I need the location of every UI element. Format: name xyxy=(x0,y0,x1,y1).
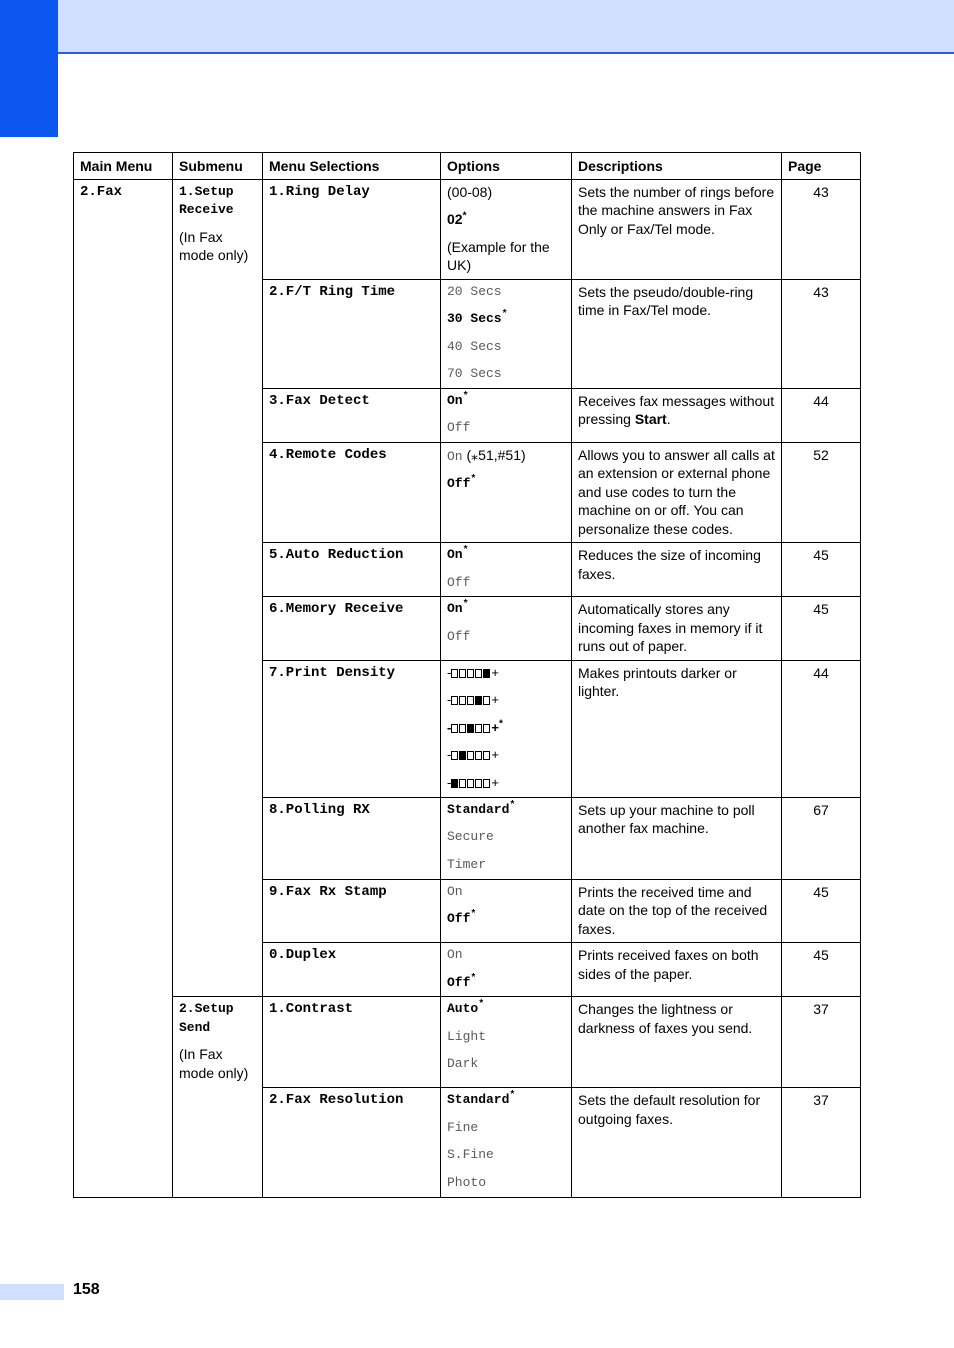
default-marker: * xyxy=(501,309,508,321)
option-item xyxy=(447,238,565,274)
description-cell xyxy=(572,279,782,388)
description-text: Sets the default resolution for outgoing faxes. xyxy=(578,1092,761,1127)
option-text: On xyxy=(447,947,463,962)
option-item xyxy=(447,1091,565,1109)
description-cell xyxy=(572,179,782,279)
option-text: S.Fine xyxy=(447,1147,494,1162)
page-ref: 45 xyxy=(813,947,829,963)
density-square xyxy=(451,669,458,678)
menu-selection-label: 9.Fax Rx Stamp xyxy=(269,883,387,900)
page-ref: 43 xyxy=(813,183,829,200)
page-ref: 52 xyxy=(813,446,829,463)
description-cell xyxy=(572,997,782,1088)
density-square xyxy=(467,779,474,788)
description-text: Reduces the size of incoming faxes. xyxy=(578,547,761,582)
options-cell xyxy=(441,388,572,442)
option-text: Standard xyxy=(447,1092,510,1107)
density-square-filled xyxy=(475,696,482,705)
page-ref-cell xyxy=(782,797,861,879)
default-marker: * xyxy=(462,599,469,611)
option-item xyxy=(447,338,565,356)
description-cell xyxy=(572,797,782,879)
option-item xyxy=(447,475,565,493)
option-item xyxy=(447,600,565,618)
page-ref-cell xyxy=(782,597,861,661)
density-square xyxy=(451,696,458,705)
header-main-menu: Main Menu xyxy=(74,153,173,180)
options-cell xyxy=(441,879,572,943)
menu-selection-cell xyxy=(263,879,441,943)
submenu-cell xyxy=(173,179,263,997)
option-text: Timer xyxy=(447,856,487,872)
description-button-name: Start xyxy=(634,411,667,427)
description-text: Automatically stores any incoming faxes in memory if it runs out of paper. xyxy=(578,601,763,654)
description-text: Sets the number of rings before the machine answers in Fax Only or Fax/Tel mode. xyxy=(578,183,775,237)
submenu-name: 1.Setup Receive xyxy=(179,183,234,217)
menu-table xyxy=(73,152,861,1198)
density-square xyxy=(459,669,466,678)
density-square-filled xyxy=(451,779,458,788)
default-marker: * xyxy=(470,909,477,921)
option-text: 70 Secs xyxy=(447,366,502,381)
options-cell xyxy=(441,597,572,661)
description-cell xyxy=(572,442,782,543)
description-text: Prints the received time and date on the top of the received faxes. xyxy=(578,883,768,937)
page-ref: 45 xyxy=(813,547,829,563)
default-marker: * xyxy=(478,999,485,1011)
table-row xyxy=(74,179,861,279)
option-item xyxy=(447,210,565,228)
density-square xyxy=(459,779,466,788)
default-marker: * xyxy=(509,1090,516,1102)
option-text: Off xyxy=(447,476,471,491)
table-row xyxy=(74,997,861,1088)
density-square xyxy=(475,779,482,788)
menu-selection-cell xyxy=(263,660,441,797)
option-text: Off xyxy=(447,628,471,644)
density-square-filled xyxy=(483,669,490,678)
menu-selection-label: 2.Fax Resolution xyxy=(269,1092,404,1108)
page-ref: 37 xyxy=(813,1001,829,1017)
description-cell xyxy=(572,1088,782,1198)
table-header-row xyxy=(74,153,861,180)
header-options: Options xyxy=(441,153,572,180)
default-marker: * xyxy=(462,391,469,403)
main-menu-label: 2.Fax xyxy=(80,183,123,200)
option-item xyxy=(447,574,565,592)
page-ref-cell xyxy=(782,543,861,597)
chapter-tab xyxy=(0,0,58,137)
description-text: Sets up your machine to poll another fax machine. xyxy=(578,801,755,836)
option-item xyxy=(447,419,565,437)
option-item xyxy=(447,856,565,874)
header-page: Page xyxy=(782,153,861,180)
description-cell xyxy=(572,543,782,597)
submenu-note: (In Fax mode only) xyxy=(179,1046,249,1081)
menu-selection-cell xyxy=(263,388,441,442)
page-ref-cell xyxy=(782,279,861,388)
menu-selection-cell xyxy=(263,797,441,879)
description-text: Makes printouts darker or lighter. xyxy=(578,664,737,699)
submenu-note: (In Fax mode only) xyxy=(179,228,249,263)
options-cell xyxy=(441,1088,572,1198)
option-text: On xyxy=(447,601,463,616)
default-marker: * xyxy=(462,210,467,222)
menu-selection-label: 1.Contrast xyxy=(269,1001,354,1017)
option-item xyxy=(447,392,565,410)
header-band xyxy=(0,0,954,54)
density-square xyxy=(475,669,482,678)
options-cell xyxy=(441,997,572,1088)
option-text: On xyxy=(447,448,463,464)
menu-selection-label: 5.Auto Reduction xyxy=(269,547,404,563)
description-tail: . xyxy=(666,411,671,427)
option-text: Off xyxy=(447,911,471,926)
options-cell xyxy=(441,797,572,879)
menu-selection-cell xyxy=(263,1088,441,1198)
option-text: Dark xyxy=(447,1056,479,1071)
menu-selection-label: 7.Print Density xyxy=(269,664,396,681)
option-text: (Example for the UK) xyxy=(447,238,550,273)
page-ref-cell xyxy=(782,388,861,442)
options-cell xyxy=(441,279,572,388)
options-cell xyxy=(441,442,572,543)
page-ref: 45 xyxy=(813,601,829,617)
options-cell xyxy=(441,179,572,279)
header-submenu: Submenu xyxy=(173,153,263,180)
description-text: Allows you to answer all calls at an extension or external phone and use codes to turn the machine on or off. You can personalize these codes. xyxy=(578,446,775,537)
main-menu-cell xyxy=(74,179,173,1198)
options-cell xyxy=(441,543,572,597)
option-item xyxy=(447,801,565,819)
default-marker: * xyxy=(509,800,516,812)
density-square xyxy=(467,669,474,678)
table-body xyxy=(74,179,861,1198)
option-text: 20 Secs xyxy=(447,283,502,299)
option-text: Secure xyxy=(447,829,494,844)
description-text: Prints received faxes on both sides of the paper. xyxy=(578,947,759,982)
option-text: Light xyxy=(447,1028,487,1044)
option-item xyxy=(447,446,565,466)
option-item xyxy=(447,1028,565,1046)
option-text: (00-08) xyxy=(447,183,493,200)
options-cell xyxy=(441,660,572,797)
menu-selection-cell xyxy=(263,179,441,279)
header-menu-selections: Menu Selections xyxy=(263,153,441,180)
default-marker: * xyxy=(470,474,477,486)
menu-selection-label: 3.Fax Detect xyxy=(269,392,370,409)
option-text: Off xyxy=(447,974,471,990)
option-item xyxy=(447,910,565,928)
option-density-level: - + xyxy=(447,774,499,790)
option-density-level: - + xyxy=(447,747,499,762)
page-ref-cell xyxy=(782,997,861,1088)
density-square xyxy=(483,696,490,705)
menu-selection-label: 4.Remote Codes xyxy=(269,446,387,463)
footer-bar xyxy=(0,1284,64,1300)
page-ref-cell xyxy=(782,879,861,943)
option-item xyxy=(447,1055,565,1073)
menu-selection-cell xyxy=(263,943,441,997)
submenu-cell xyxy=(173,997,263,1198)
menu-selection-cell xyxy=(263,442,441,543)
option-item xyxy=(447,946,565,964)
density-square xyxy=(483,779,490,788)
density-square xyxy=(475,724,482,733)
option-text: Photo xyxy=(447,1174,487,1190)
submenu-name: 2.Setup Send xyxy=(179,1001,234,1035)
density-square-filled xyxy=(467,724,474,733)
description-cell xyxy=(572,660,782,797)
description-cell xyxy=(572,879,782,943)
option-item xyxy=(447,365,565,383)
menu-selection-label: 6.Memory Receive xyxy=(269,601,404,617)
menu-selection-cell xyxy=(263,997,441,1088)
density-square xyxy=(483,751,490,760)
option-text: Standard xyxy=(447,801,510,817)
page-ref: 37 xyxy=(813,1092,829,1108)
description-cell xyxy=(572,943,782,997)
option-item xyxy=(447,828,565,846)
option-item xyxy=(447,628,565,646)
option-item xyxy=(447,1119,565,1137)
page-ref-cell xyxy=(782,179,861,279)
option-density-level: - + xyxy=(447,664,499,680)
option-item xyxy=(447,1000,565,1018)
page-ref-cell xyxy=(782,943,861,997)
option-text: 02 xyxy=(447,211,463,227)
option-item xyxy=(447,183,565,201)
menu-selection-label: 0.Duplex xyxy=(269,947,337,963)
density-square xyxy=(451,724,458,733)
option-text: Auto xyxy=(447,1001,479,1016)
menu-selection-label: 8.Polling RX xyxy=(269,801,370,818)
option-density-level: - + xyxy=(447,692,499,707)
density-square xyxy=(467,751,474,760)
options-cell xyxy=(441,943,572,997)
option-text: Fine xyxy=(447,1119,479,1135)
option-text: 30 Secs xyxy=(447,311,502,326)
option-item xyxy=(447,310,565,328)
header-descriptions: Descriptions xyxy=(572,153,782,180)
page-ref: 44 xyxy=(813,392,829,409)
page-ref-cell xyxy=(782,1088,861,1198)
density-square-filled xyxy=(459,751,466,760)
option-text: Off xyxy=(447,420,471,435)
page-number: 158 xyxy=(73,1281,100,1298)
density-square xyxy=(459,724,466,733)
menu-selection-label: 2.F/T Ring Time xyxy=(269,283,396,300)
option-text: Off xyxy=(447,574,471,590)
density-square xyxy=(483,724,490,733)
menu-selection-cell xyxy=(263,543,441,597)
page-ref-cell xyxy=(782,442,861,543)
page-ref-cell xyxy=(782,660,861,797)
density-square xyxy=(459,696,466,705)
page-ref: 45 xyxy=(813,883,829,900)
option-density-level: - +* xyxy=(447,718,503,735)
default-marker: * xyxy=(470,973,477,985)
option-item xyxy=(447,546,565,564)
description-text: Changes the lightness or darkness of faxes you send. xyxy=(578,1001,753,1036)
page-ref: 67 xyxy=(813,801,829,818)
description-cell xyxy=(572,388,782,442)
option-item xyxy=(447,883,565,901)
description-text: Receives fax messages without pressing xyxy=(578,392,775,427)
density-square xyxy=(451,751,458,760)
density-square xyxy=(467,696,474,705)
menu-selection-cell xyxy=(263,279,441,388)
menu-selection-cell xyxy=(263,597,441,661)
density-square xyxy=(475,751,482,760)
option-text: On xyxy=(447,392,463,408)
option-item xyxy=(447,1146,565,1164)
option-suffix: (⁎51,#51) xyxy=(462,446,526,463)
page-ref: 44 xyxy=(813,664,829,681)
menu-selection-label: 1.Ring Delay xyxy=(269,183,370,200)
option-item xyxy=(447,974,565,992)
description-text: Sets the pseudo/double-ring time in Fax/Tel mode. xyxy=(578,283,754,318)
option-item xyxy=(447,1174,565,1192)
description-cell xyxy=(572,597,782,661)
default-marker: * xyxy=(462,545,469,557)
option-text: On xyxy=(447,883,463,899)
default-marker: * xyxy=(498,718,503,730)
option-text: 40 Secs xyxy=(447,338,502,354)
option-item xyxy=(447,283,565,301)
page-ref: 43 xyxy=(813,283,829,300)
option-text: On xyxy=(447,547,463,562)
